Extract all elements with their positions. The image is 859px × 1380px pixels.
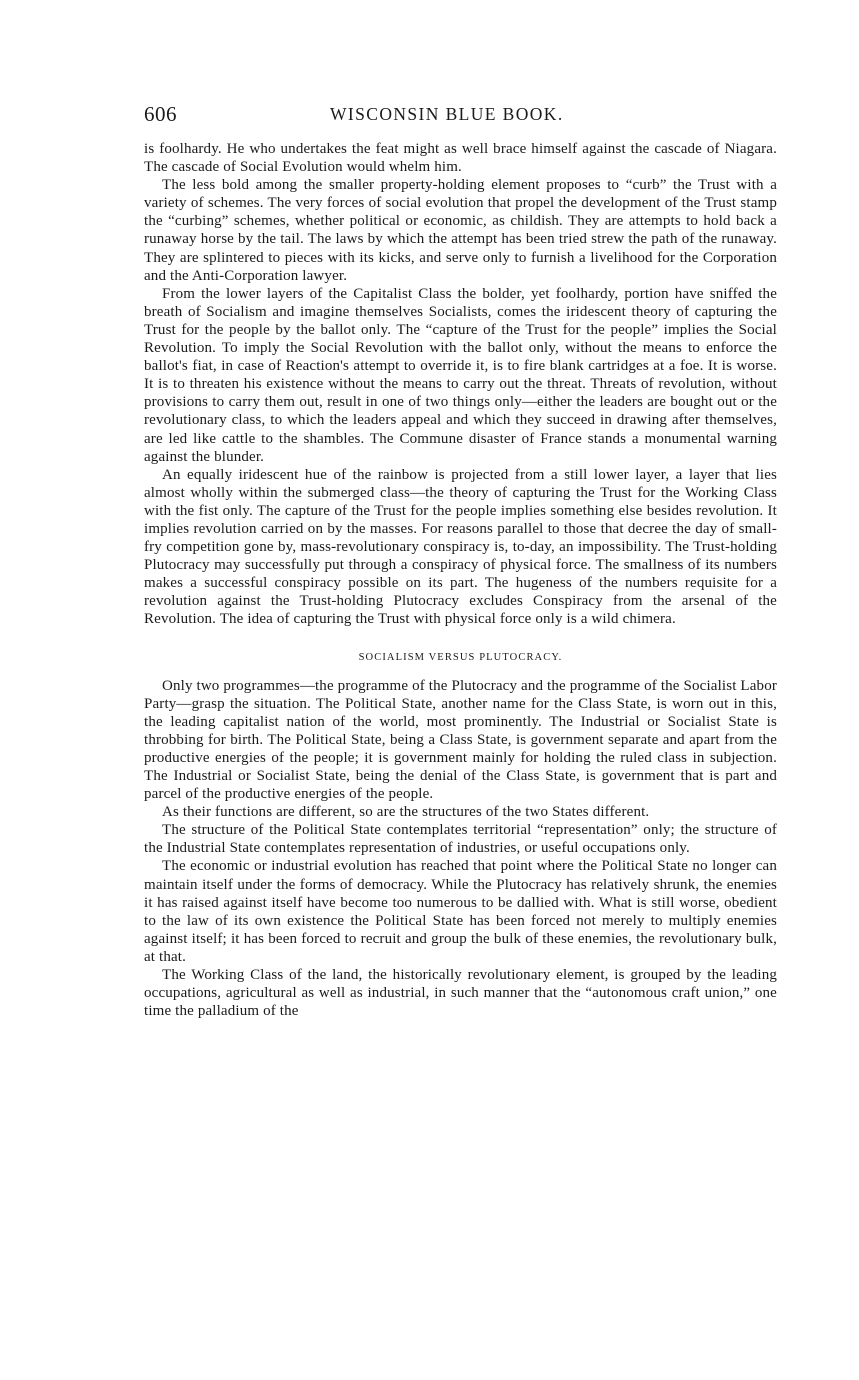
book-title: WISCONSIN BLUE BOOK. xyxy=(330,104,564,124)
page-number: 606 xyxy=(144,102,177,126)
paragraph: As their functions are different, so are the structures of the two States different. xyxy=(162,804,650,821)
section-heading: SOCIALISM VERSUS PLUTOCRACY. xyxy=(358,651,563,663)
book-page xyxy=(144,100,777,1020)
paragraph: Only two programmes—the programme of the Plutocracy and the programme of the Socialist Labor Party—grasp the situation. The Political State, another name for the Class State, is worn out in this, the leading capitalist nation of the world, most prominently. The Industrial or Socialist State is throbbing for birth. The Political State, being a Class State, is government separate and apart from the productive energies of the people; it is government mainly for holding the ruled class in subjection. The Industrial or Socialist State, being the denial of the Class State, is government that is part and parcel of the productive energies of the people. xyxy=(144,677,777,803)
paragraph: is foolhardy. He who undertakes the feat might as well brace himself against the cascade of Niagara. The cascade of Social Evolution would whelm him. xyxy=(144,141,777,176)
paragraph: An equally iridescent hue of the rainbow is projected from a still lower layer, a layer that lies almost wholly within the submerged class—the theory of capturing the Trust for the Working Class with the fist only. The capture of the Trust for the people implies something else besides revolution. It implies revolution carried on by the masses. For reasons parallel to those that decree the day of small-fry competition gone by, mass-revolutionary conspiracy is, to-day, an impossibility. The Trust-holding Plutocracy may successfully put through a conspiracy of physical force. The smallness of its numbers makes a successful conspiracy possible on its part. The hugeness of the numbers requisite for a revolution against the Trust-holding Plutocracy excludes Conspiracy from the arsenal of the Revolution. The idea of capturing the Trust with physical force only is a wild chimera. xyxy=(144,466,777,628)
paragraph: The structure of the Political State contemplates territorial “representation” only; the structure of the Industrial State contemplates representation of industries, or useful occupations only. xyxy=(144,822,777,857)
paragraph: From the lower layers of the Capitalist Class the bolder, yet foolhardy, portion have sniffed the breath of Socialism and imagine themselves Socialists, comes the iridescent theory of capturing the Trust for the people by the ballot only. The “capture of the Trust for the people” implies the Social Revolution. To imply the Social Revolution with the ballot only, without the means to enforce the ballot's fiat, in case of Reaction's attempt to override it, is to fire blank cartridges at a foe. It is worse. It is to threaten his existence without the means to carry out the threat. Threats of revolution, without provisions to carry them out, result in one of two things only—either the leaders are bought out or the revolutionary class, to which the leaders appeal and which they succeed in drawing after themselves, are led like cattle to the shambles. The Commune disaster of France stands a monumental warning against the blunder. xyxy=(144,285,777,465)
paragraph: The economic or industrial evolution has reached that point where the Political State no longer can maintain itself under the forms of democracy. While the Plutocracy has relatively shrunk, the enemies it has raised against itself have become too numerous to be dallied with. What is still worse, obedient to the law of its own existence the Political State has been forced not merely to multiply enemies against itself; it has been forced to recruit and group the bulk of these enemies, the revolutionary bulk, at that. xyxy=(144,858,777,965)
text-block-after-heading xyxy=(144,677,777,1021)
text-block-before-heading xyxy=(144,140,777,629)
paragraph: The less bold among the smaller property-holding element proposes to “curb” the Trust with a variety of schemes. The very forces of social evolution that propel the development of the Trust stamp the “curbing” schemes, whether political or economic, as childish. They are attempts to hold back a runaway horse by the tail. The laws by which the attempt has been tried strew the path of the runaway. They are splintered to pieces with its kicks, and serve only to furnish a livelihood for the Corporation and the Anti-Corporation lawyer. xyxy=(144,177,777,284)
paragraph: The Working Class of the land, the historically revolutionary element, is grouped by the leading occupations, agricultural as well as industrial, in such manner that the “autonomous craft union,” one time the palladium of the xyxy=(144,967,777,1020)
running-head xyxy=(144,100,777,130)
